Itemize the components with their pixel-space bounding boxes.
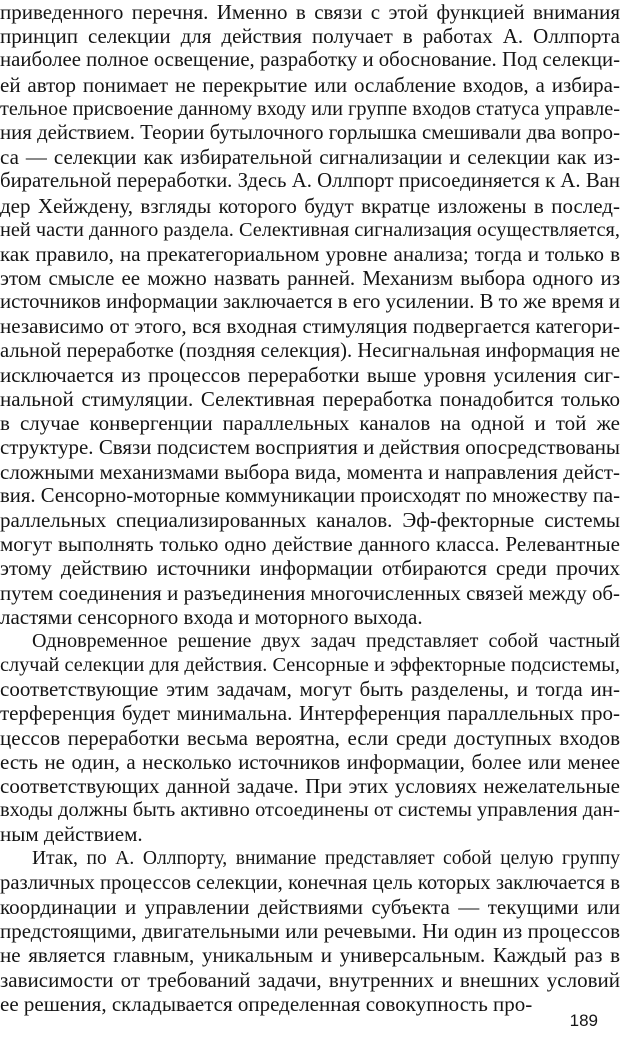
text-line: независимо от этого, вся входная стимуляция подвергается категори- [0,314,620,339]
text-line: нальной стимуляции. Селективная переработка понадобится только [0,387,620,411]
text-line: ей автор понимает не перекрытие или ослабление входов, а избира- [0,72,620,97]
text-line: могут выполнять только одно действие данного класса. Релевантные [0,532,620,557]
page-number: 189 [569,1011,598,1030]
text-line: ным действием. [0,822,143,847]
text-line: ния действием. Теории бутылочного горлышка смешивали два вопро- [0,120,620,144]
text-line: вия. Сенсорно-моторные коммуникации происходят по множеству па- [0,484,620,507]
text-line: источников информации заключается в его усилении. В то же время и [0,290,620,314]
text-line: ней части данного раздела. Селективная сигнализация осуществляется, [0,218,620,241]
text-line: альной переработке (поздняя селекция). Несигнальная информация не [0,339,620,362]
text-line: входы должны быть активно отсоединены от системы управления дан- [0,799,620,822]
text-line: этому действию источники информации отбираются среди прочих [0,556,620,581]
text-line: дер Хейждену, взгляды которого будут вкратце изложены в послед- [0,193,620,218]
text-line: терференция будет минимальна. Интерференция параллельных про- [0,701,620,726]
text-line: случай селекции для действия. Сенсорные и эффекторные подсистемы, [0,654,620,677]
text-line: Итак, по А. Оллпорту, внимание представляет собой целую группу [32,847,620,869]
text-line: Одновременное решение двух задач представляет собой частный [32,629,620,652]
text-line: соответствующие этим задачам, могут быть разделены, и тогда ин- [0,677,620,702]
text-line: есть не один, а несколько источников информации, более или менее [0,749,620,774]
paragraph [0,847,620,1016]
text-line: как правило, на прекатегориальном уровне анализа; тогда и только в [0,241,620,266]
text-line: ластями сенсорного входа и моторного выхода. [0,604,423,629]
text-line: бирательной переработки. Здесь А. Оллпорт присоединяется к А. Ван [0,169,620,193]
text-line: в случае конвергенции параллельных каналов на одной и той же [0,411,620,436]
text-line: ее решения, складывается определенная совокупность про- [0,991,533,1016]
paragraph [0,629,620,847]
text-line: зависимости от требований задачи, внутренних и внешних условий [0,967,620,992]
text-line: путем соединения и разъединения многочисленных связей между об- [0,580,620,605]
text-line: этом смысле ее можно назвать ранней. Механизм выбора одного из [0,266,620,291]
text-line: соответствующих данной задаче. При этих условиях нежелательные [0,774,620,798]
text-line: приведенного перечня. Именно в связи с этой функцией внимания [0,0,620,24]
text-line: цессов переработки весьма вероятна, если среди доступных входов [0,725,620,750]
text-line: сложными механизмами выбора вида, момента и направления дейст- [0,459,620,484]
text-line: не является главным, уникальным и универсальным. Каждый раз в [0,943,620,968]
text-line: структуре. Связи подсистем восприятия и действия опосредствованы [0,435,620,460]
text-line: предстоящими, двигательными или речевыми. Ни один из процессов [0,919,620,944]
text-line: раллельных специализированных каналов. Эф-фекторные системы [0,507,620,532]
text-line: принцип селекции для действия получает в работах А. Оллпорта [0,24,620,49]
text-line: тельное присвоение данному входу или группе входов статуса управле- [0,97,620,120]
text-line: исключается из процессов переработки выше уровня усиления сиг- [0,362,620,387]
text-line: са — селекции как избирательной сигнализации и селекции как из- [0,145,620,170]
text-line: наиболее полное освещение, разработку и обоснование. Под селекци- [0,48,620,72]
text-line: координации и управлении действиями субъекта — текущими или [0,894,620,919]
text-line: различных процессов селекции, конечная цель которых заключается в [0,871,620,894]
